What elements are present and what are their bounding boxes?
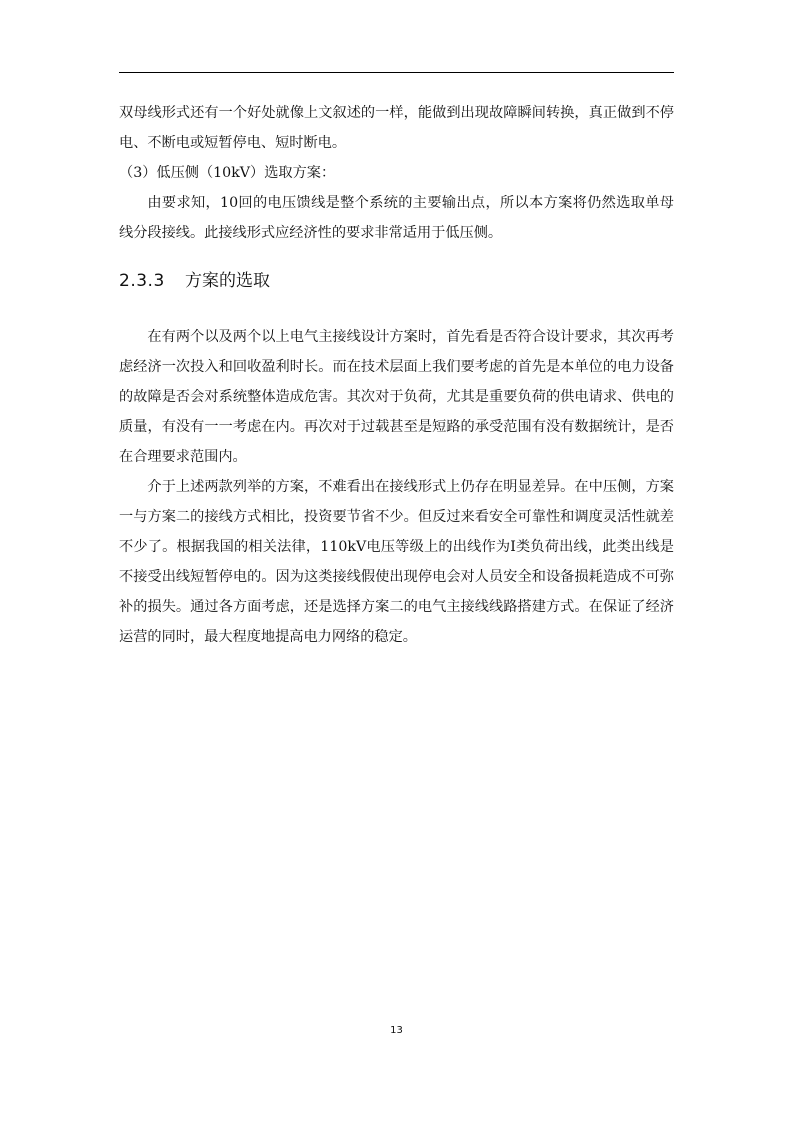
paragraph-low-voltage-label: （3）低压侧（10kV）选取方案：	[119, 165, 336, 181]
page-content	[119, 98, 674, 652]
header-rule	[119, 72, 674, 73]
section-heading	[119, 264, 674, 298]
paragraph-selection-criteria: 在有两个以及两个以上电气主接线设计方案时，首先看是否符合设计要求，其次再考虑经济一次投入和回收盈利时长。而在技术层面上我们要考虑的首先是本单位的电力设备的故障是否会对系统整体造成危害。其次对于负荷，尤其是重要负荷的供电请求、供电的质量，有没有一一考虑在内。再次对于过载甚至是短路的承受范围有没有数据统计，是否在合理要求范围内。	[119, 329, 674, 465]
section-number: 2.3.3	[119, 271, 165, 291]
paragraph-selection-conclusion: 介于上述两款列举的方案，不难看出在接线形式上仍存在明显差异。在中压侧，方案一与方案二的接线方式相比，投资要节省不少。但反过来看安全可靠性和调度灵活性就差不少了。根据我国的相关法律，110kV电压等级上的出线作为Ⅰ类负荷出线，此类出线是不接受出线短暂停电的。因为这类接线假使出现停电会对人员安全和设备损耗造成不可弥补的损失。通过各方面考虑，还是选择方案二的电气主接线线路搭建方式。在保证了经济运营的同时，最大程度地提高电力网络的稳定。	[119, 479, 674, 645]
section-title: 方案的选取	[185, 271, 270, 291]
paragraph-continuation: 双母线形式还有一个好处就像上文叙述的一样，能做到出现故障瞬间转换，真正做到不停电、不断电或短暂停电、短时断电。	[119, 105, 674, 151]
paragraph-low-voltage-scheme: 由要求知，10回的电压馈线是整个系统的主要输出点，所以本方案将仍然选取单母线分段接线。此接线形式应经济性的要求非常适用于低压侧。	[119, 195, 674, 241]
page-number: 13	[390, 1025, 403, 1036]
